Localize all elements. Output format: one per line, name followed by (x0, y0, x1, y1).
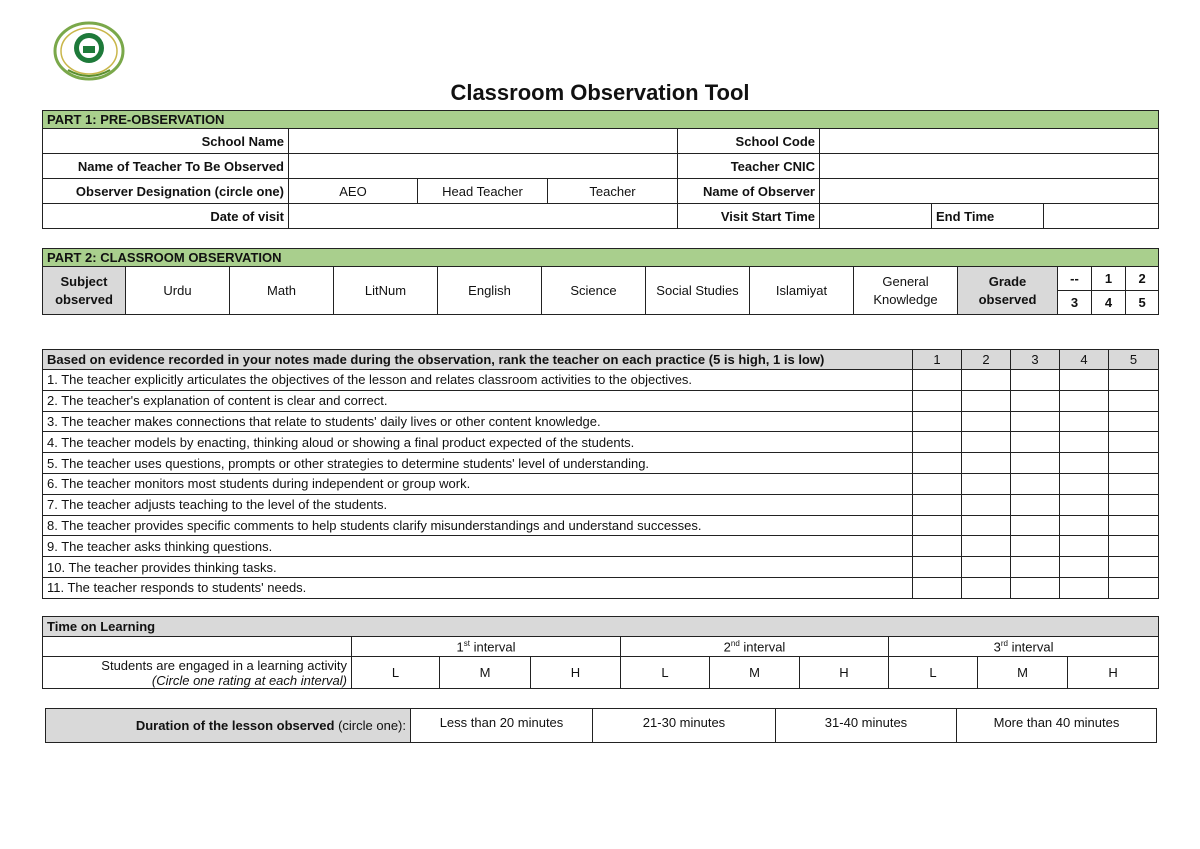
interval-1-header: 1st interval (352, 637, 621, 657)
interval-1-rating-l[interactable]: L (352, 657, 440, 689)
rating-cell-1[interactable] (913, 432, 962, 453)
practice-item: 6. The teacher monitors most students during independent or group work. (43, 473, 913, 494)
grade-option-5[interactable]: 5 (1126, 291, 1159, 315)
page-title: Classroom Observation Tool (450, 80, 750, 105)
rating-cell-4[interactable] (1060, 473, 1109, 494)
rating-cell-4[interactable] (1060, 536, 1109, 557)
pre-observation-table (42, 110, 1159, 229)
rating-cell-1[interactable] (913, 473, 962, 494)
school-code-label: School Code (678, 129, 820, 154)
rating-cell-3[interactable] (1011, 473, 1060, 494)
part2-header: PART 2: CLASSROOM OBSERVATION (43, 249, 1159, 267)
practice-row (43, 390, 1159, 411)
grade-option-3[interactable]: 3 (1058, 291, 1092, 315)
visit-start-field[interactable] (820, 204, 932, 229)
rating-cell-4[interactable] (1060, 432, 1109, 453)
rating-cell-2[interactable] (962, 390, 1011, 411)
rating-cell-5[interactable] (1109, 557, 1159, 578)
time-on-learning-header: Time on Learning (43, 617, 1159, 637)
teacher-cnic-label: Teacher CNIC (678, 154, 820, 179)
rating-cell-2[interactable] (962, 370, 1011, 391)
rating-cell-3[interactable] (1011, 453, 1060, 474)
school-name-field[interactable] (289, 129, 678, 154)
grade-observed-label: Grade observed (958, 267, 1058, 315)
engagement-row-label: Students are engaged in a learning activity (Circle one rating at each interval) (43, 657, 352, 689)
subject-option-urdu[interactable]: Urdu (126, 267, 230, 315)
school-code-field[interactable] (820, 129, 1159, 154)
practice-item: 1. The teacher explicitly articulates the objectives of the lesson and relates classroom activities to the objectives. (43, 370, 913, 391)
grade-option-2[interactable]: 2 (1126, 267, 1159, 291)
designation-option-aeo[interactable]: AEO (289, 179, 418, 204)
practice-item: 10. The teacher provides thinking tasks. (43, 557, 913, 578)
rating-cell-5[interactable] (1109, 515, 1159, 536)
scale-2: 2 (962, 350, 1011, 370)
practice-row (43, 494, 1159, 515)
subject-option-science[interactable]: Science (542, 267, 646, 315)
practice-row (43, 577, 1159, 598)
subject-option-english[interactable]: English (438, 267, 542, 315)
rating-cell-3[interactable] (1011, 432, 1060, 453)
duration-option-under-20[interactable]: Less than 20 minutes (411, 709, 593, 743)
rating-cell-2[interactable] (962, 432, 1011, 453)
practice-item: 11. The teacher responds to students' needs. (43, 577, 913, 598)
rating-cell-5[interactable] (1109, 536, 1159, 557)
teacher-name-field[interactable] (289, 154, 678, 179)
interval-2-rating-l[interactable]: L (621, 657, 710, 689)
interval-1-rating-m[interactable]: M (440, 657, 531, 689)
subject-option-math[interactable]: Math (230, 267, 334, 315)
school-education-logo (50, 18, 128, 84)
designation-option-teacher[interactable]: Teacher (548, 179, 678, 204)
rating-cell-2[interactable] (962, 557, 1011, 578)
interval-2-rating-m[interactable]: M (710, 657, 800, 689)
rating-cell-4[interactable] (1060, 515, 1109, 536)
rating-cell-4[interactable] (1060, 390, 1109, 411)
rating-cell-4[interactable] (1060, 453, 1109, 474)
part1-header: PART 1: PRE-OBSERVATION (43, 111, 1159, 129)
practice-item: 5. The teacher uses questions, prompts or other strategies to determine students' level of understanding. (43, 453, 913, 474)
rating-cell-3[interactable] (1011, 494, 1060, 515)
subject-option-litnum[interactable]: LitNum (334, 267, 438, 315)
rating-cell-4[interactable] (1060, 370, 1109, 391)
rating-cell-4[interactable] (1060, 411, 1109, 432)
rating-cell-3[interactable] (1011, 411, 1060, 432)
date-of-visit-label: Date of visit (43, 204, 289, 229)
rating-cell-1[interactable] (913, 557, 962, 578)
practice-row (43, 515, 1159, 536)
rating-cell-1[interactable] (913, 370, 962, 391)
grade-option-none[interactable]: -- (1058, 267, 1092, 291)
rating-cell-2[interactable] (962, 536, 1011, 557)
rating-cell-1[interactable] (913, 390, 962, 411)
grade-option-4[interactable]: 4 (1092, 291, 1126, 315)
practice-row (43, 370, 1159, 391)
rating-cell-3[interactable] (1011, 536, 1060, 557)
rating-cell-5[interactable] (1109, 577, 1159, 598)
practice-row (43, 473, 1159, 494)
interval-blank-cell (43, 637, 352, 657)
observer-name-label: Name of Observer (678, 179, 820, 204)
rating-cell-2[interactable] (962, 411, 1011, 432)
subject-option-social-studies[interactable]: Social Studies (646, 267, 750, 315)
rating-cell-3[interactable] (1011, 557, 1060, 578)
observer-designation-label: Observer Designation (circle one) (43, 179, 289, 204)
rating-cell-5[interactable] (1109, 432, 1159, 453)
practice-ranking-table (42, 349, 1159, 599)
scale-5: 5 (1109, 350, 1159, 370)
rating-cell-4[interactable] (1060, 494, 1109, 515)
rating-cell-2[interactable] (962, 577, 1011, 598)
rating-cell-2[interactable] (962, 473, 1011, 494)
practice-row (43, 432, 1159, 453)
duration-option-over-40[interactable]: More than 40 minutes (957, 709, 1157, 743)
practice-item: 4. The teacher models by enacting, thinking aloud or showing a final product expected of the students. (43, 432, 913, 453)
end-time-label: End Time (932, 204, 1044, 229)
duration-option-31-40[interactable]: 31-40 minutes (776, 709, 957, 743)
rating-cell-3[interactable] (1011, 515, 1060, 536)
scale-3: 3 (1011, 350, 1060, 370)
rating-cell-4[interactable] (1060, 557, 1109, 578)
practice-row (43, 557, 1159, 578)
practice-item: 3. The teacher makes connections that relate to students' daily lives or other content knowledge. (43, 411, 913, 432)
rating-cell-5[interactable] (1109, 390, 1159, 411)
interval-1-rating-h[interactable]: H (531, 657, 621, 689)
grade-option-1[interactable]: 1 (1092, 267, 1126, 291)
designation-option-head-teacher[interactable]: Head Teacher (418, 179, 548, 204)
practice-item: 8. The teacher provides specific comments to help students clarify misunderstandings and understand successes. (43, 515, 913, 536)
rating-cell-5[interactable] (1109, 473, 1159, 494)
interval-3-rating-m[interactable]: M (978, 657, 1068, 689)
rating-cell-1[interactable] (913, 453, 962, 474)
visit-start-label: Visit Start Time (678, 204, 820, 229)
lesson-duration-table (45, 708, 1157, 743)
subject-option-islamiyat[interactable]: Islamiyat (750, 267, 854, 315)
rating-cell-4[interactable] (1060, 577, 1109, 598)
rating-cell-1[interactable] (913, 577, 962, 598)
interval-3-rating-l[interactable]: L (889, 657, 978, 689)
subject-option-general-knowledge[interactable]: General Knowledge (854, 267, 958, 315)
practice-item: 9. The teacher asks thinking questions. (43, 536, 913, 557)
rating-cell-3[interactable] (1011, 577, 1060, 598)
rating-cell-2[interactable] (962, 494, 1011, 515)
teacher-cnic-field[interactable] (820, 154, 1159, 179)
end-time-field[interactable] (1044, 204, 1159, 229)
observer-name-field[interactable] (820, 179, 1159, 204)
rating-cell-2[interactable] (962, 453, 1011, 474)
interval-3-header: 3rd interval (889, 637, 1159, 657)
rating-cell-1[interactable] (913, 536, 962, 557)
date-of-visit-field[interactable] (289, 204, 678, 229)
practice-item: 2. The teacher's explanation of content is clear and correct. (43, 390, 913, 411)
rating-cell-5[interactable] (1109, 411, 1159, 432)
school-name-label: School Name (43, 129, 289, 154)
rating-cell-3[interactable] (1011, 390, 1060, 411)
rating-cell-5[interactable] (1109, 453, 1159, 474)
rating-cell-5[interactable] (1109, 370, 1159, 391)
interval-2-rating-h[interactable]: H (800, 657, 889, 689)
ranking-header: Based on evidence recorded in your notes made during the observation, rank the teacher on each practice (5 is high, 1 is low) (43, 350, 913, 370)
teacher-name-label: Name of Teacher To Be Observed (43, 154, 289, 179)
rating-cell-5[interactable] (1109, 494, 1159, 515)
rating-cell-1[interactable] (913, 494, 962, 515)
practice-item: 7. The teacher adjusts teaching to the level of the students. (43, 494, 913, 515)
practice-row (43, 536, 1159, 557)
rating-cell-1[interactable] (913, 515, 962, 536)
duration-label: Duration of the lesson observed (circle one): (46, 709, 411, 743)
subject-observed-label: Subject observed (43, 267, 126, 315)
practice-row (43, 453, 1159, 474)
scale-4: 4 (1060, 350, 1109, 370)
practice-row (43, 411, 1159, 432)
interval-2-header: 2nd interval (621, 637, 889, 657)
rating-cell-1[interactable] (913, 411, 962, 432)
rating-cell-2[interactable] (962, 515, 1011, 536)
classroom-observation-table (42, 248, 1159, 315)
duration-option-21-30[interactable]: 21-30 minutes (593, 709, 776, 743)
interval-3-rating-h[interactable]: H (1068, 657, 1159, 689)
scale-1: 1 (913, 350, 962, 370)
rating-cell-3[interactable] (1011, 370, 1060, 391)
time-on-learning-table (42, 616, 1159, 689)
